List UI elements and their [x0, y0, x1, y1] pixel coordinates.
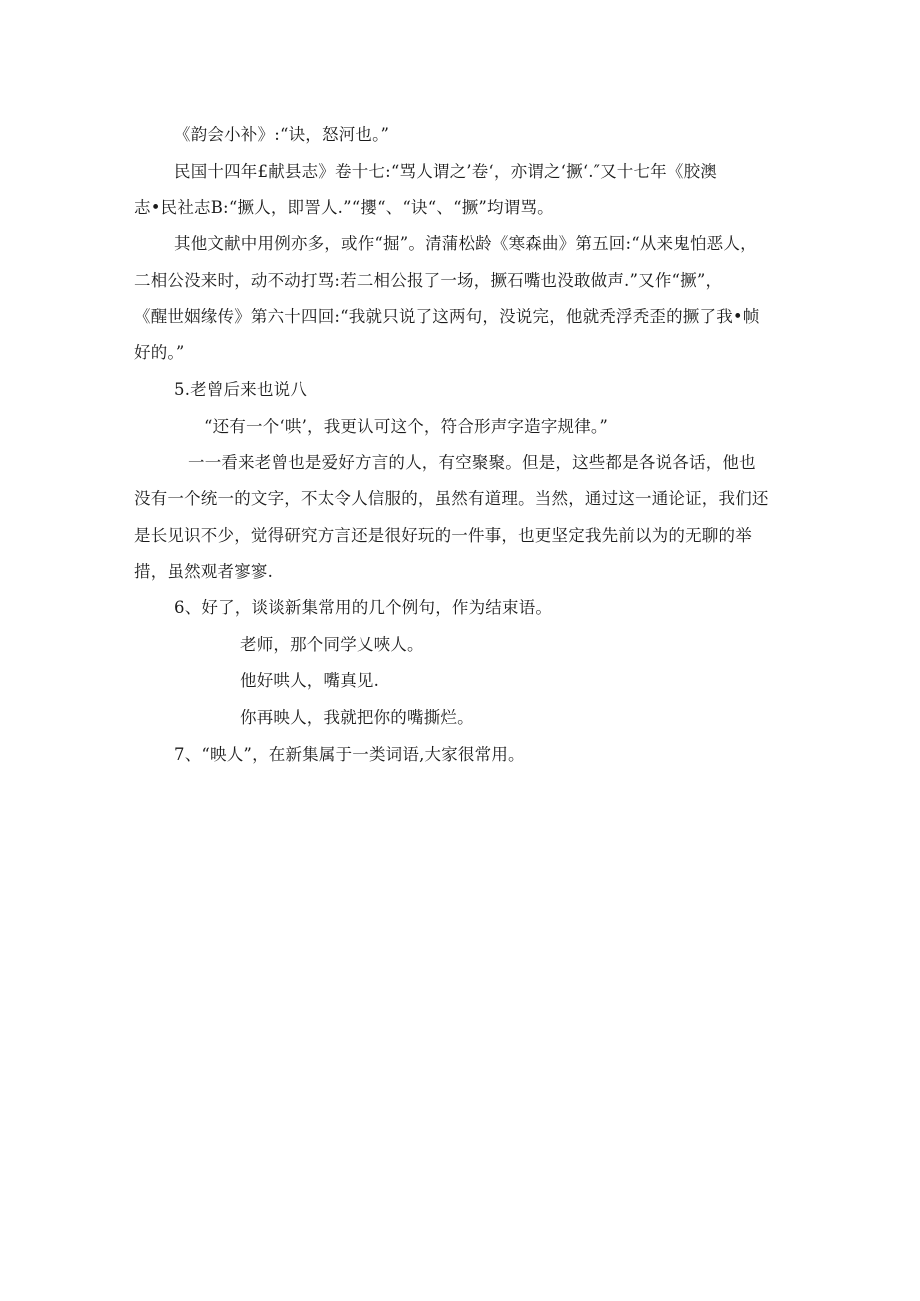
paragraph-line: 志•民社志B:“撅人，即詈人.”“攖“、“诀“、“撅”均谓骂。: [134, 198, 554, 217]
example-sentence: 老师，那个同学乂唊人。: [240, 635, 424, 654]
paragraph-line: 措，虽然观者寥寥.: [134, 562, 274, 581]
section-heading-7: 7、“映人”，在新集属于一类词语,大家很常用。: [174, 745, 525, 764]
paragraph-line: 没有一个统一的文字，不太令人信服的，虽然有道理。当然，通过这一通论证，我们还: [134, 489, 769, 508]
section-heading-6: 6、好了，谈谈新集常用的几个例句，作为结束语。: [174, 598, 553, 617]
example-sentence: 他好哄人，嘴真见.: [240, 671, 380, 690]
paragraph-line: 其他文献中用例亦多，或作“掘”。清蒲松龄《寒森曲》第五回:“从来鬼怕恶人，: [174, 234, 757, 253]
quote-line: “还有一个‘哄’，我更认可这个，符合形声字造字规律。”: [204, 417, 609, 436]
quote-line-yunhui: 《韵会小补》:“诀，怒河也。”: [174, 125, 390, 144]
example-sentence: 你再映人，我就把你的嘴撕烂。: [240, 708, 474, 727]
paragraph-line: 《醒世姻缘传》第六十四回:“我就只说了这两句，没说完，他就秃浮秃歪的撅了我•帧: [134, 307, 760, 326]
paragraph-line: 是长见识不少，觉得研究方言还是很好玩的一件事，也更坚定我先前以为的无聊的举: [134, 526, 752, 545]
paragraph-line: 一一看来老曾也是爱好方言的人，有空聚聚。但是，这些都是各说各话，他也: [188, 453, 756, 472]
section-heading-5: 5.老曾后来也说八: [174, 380, 308, 399]
paragraph-line: 好的。”: [134, 343, 185, 362]
paragraph-line: 民国十四年£献县志》卷十七:“骂人谓之’卷‘，亦谓之‘撅‘.″又十七年《胶澳: [174, 162, 717, 181]
paragraph-line: 二相公没来时，动不动打骂:若二相公报了一场，撅石嘴也没敢做声.”又作“撅”，: [134, 271, 723, 290]
